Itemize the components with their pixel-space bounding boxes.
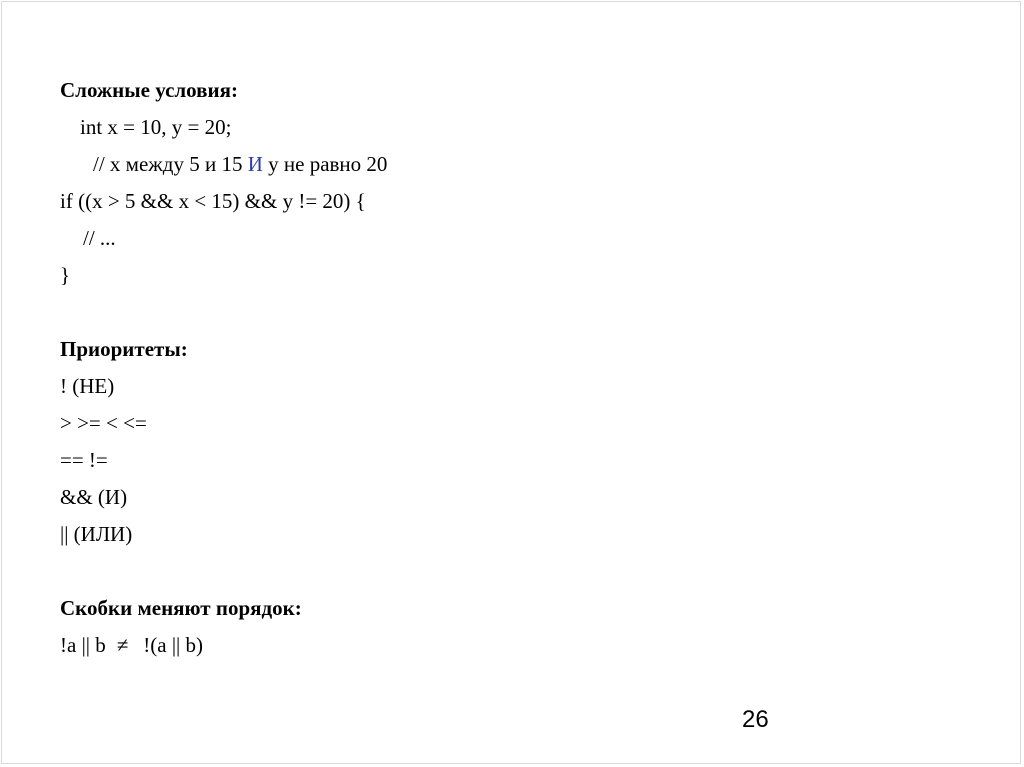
spacer: [60, 553, 940, 590]
comment-suffix: y не равно 20: [262, 152, 388, 176]
code-close-brace: }: [60, 263, 71, 287]
code-comment: [60, 146, 940, 183]
section-heading-priorities: Приоритеты:: [60, 337, 188, 361]
slide-content: [60, 72, 940, 664]
not-equal-symbol: ≠: [116, 633, 129, 657]
code-if-statement: if ((x > 5 && x < 15) && y != 20) {: [60, 189, 366, 213]
comment-prefix: // x между 5 и 15: [93, 152, 248, 176]
code-body: // ...: [83, 226, 116, 250]
code-declaration: int x = 10, y = 20;: [80, 115, 232, 139]
page-number: 26: [742, 706, 769, 733]
expr-right: !(a || b): [143, 633, 203, 657]
priority-item: == !=: [60, 448, 108, 472]
comment-highlight: И: [247, 152, 263, 176]
parentheses-example: [60, 627, 940, 664]
priority-item: || (ИЛИ): [60, 522, 133, 546]
priority-item: && (И): [60, 485, 128, 509]
priority-item: ! (НЕ): [60, 374, 115, 398]
expr-left: !a || b: [60, 633, 106, 657]
section-heading-parentheses: Скобки меняют порядок:: [60, 596, 302, 620]
spacer: [60, 294, 940, 331]
section-heading-complex-conditions: Сложные условия:: [60, 78, 238, 102]
priority-item: > >= < <=: [60, 411, 147, 435]
